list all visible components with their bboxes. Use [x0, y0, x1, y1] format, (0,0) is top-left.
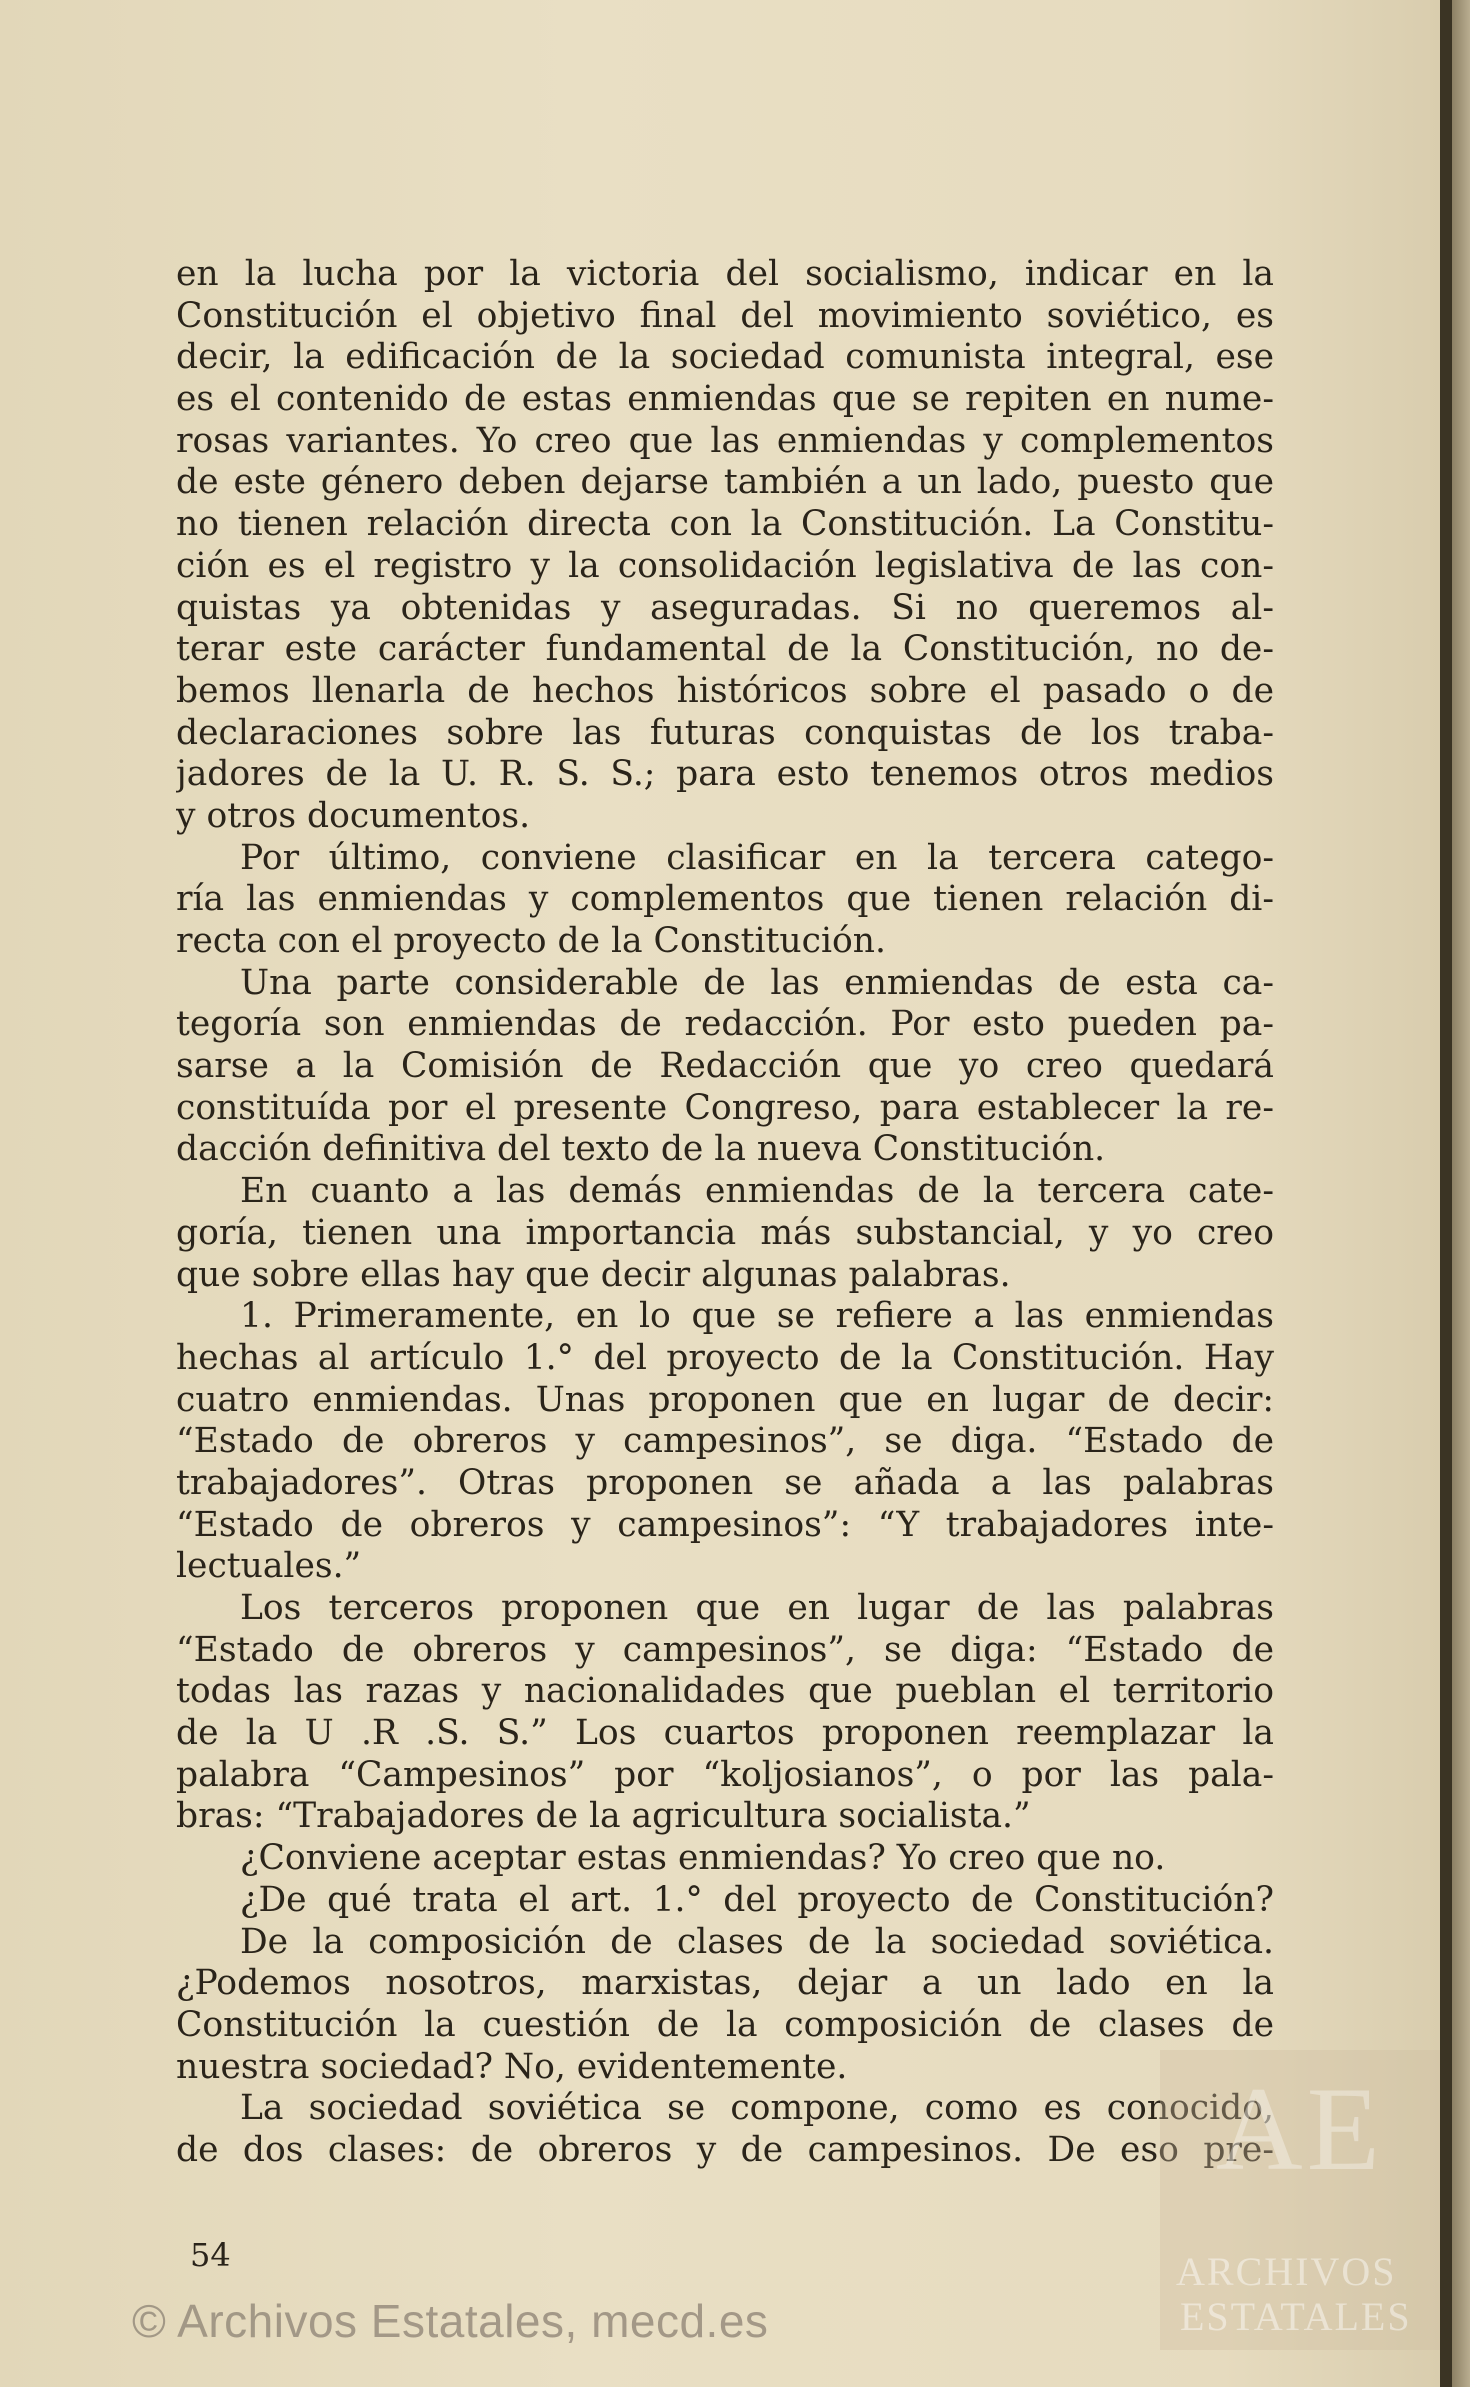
text-line: bras: “Trabajadores de la agricultura socialista.”	[176, 1796, 1031, 1837]
text-line: recta con el proyecto de la Constitución.	[176, 921, 886, 961]
body-text	[176, 254, 1274, 2172]
text-line: rosas variantes. Yo creo que las enmiendas y complementos	[176, 420, 1274, 461]
text-line: que sobre ellas hay que decir algunas palabras.	[176, 1254, 1011, 1295]
text-line: quistas ya obtenidas y aseguradas. Si no queremos al-	[176, 587, 1274, 628]
text-line: hechas al artículo 1.° del proyecto de la Constitución. Hay	[176, 1337, 1274, 1378]
text-line: goría, tienen una importancia más substancial, y yo creo	[176, 1212, 1274, 1253]
text-line: sarse a la Comisión de Redacción que yo creo quedará	[176, 1046, 1274, 1087]
text-line: Una parte considerable de las enmiendas de esta ca-	[240, 962, 1274, 1003]
text-line: “Estado de obreros y campesinos”, se diga: “Estado de	[176, 1629, 1274, 1670]
text-line: Constitución el objetivo final del movimiento soviético, es	[176, 295, 1274, 336]
text-line: de la U .R .S. S.” Los cuartos proponen reemplazar la	[176, 1713, 1274, 1754]
text-line: “Estado de obreros y campesinos”: “Y trabajadores inte-	[176, 1504, 1274, 1545]
text-line: Por último, conviene clasificar en la tercera catego-	[240, 837, 1274, 878]
page-edge	[1452, 0, 1470, 2387]
text-line: En cuanto a las demás enmiendas de la tercera cate-	[240, 1171, 1274, 1212]
text-line: jadores de la U. R. S. S.; para esto tenemos otros medios	[176, 754, 1274, 795]
archive-logo-text-line2: ESTATALES	[1180, 2294, 1412, 2339]
page-edge-shadow	[1440, 0, 1452, 2387]
text-line: lectuales.”	[176, 1546, 362, 1587]
text-line: bemos llenarla de hechos históricos sobre el pasado o de	[176, 670, 1274, 711]
text-line: 1. Primeramente, en lo que se refiere a las enmiendas	[240, 1296, 1274, 1337]
text-line: De la composición de clases de la sociedad soviética.	[240, 1921, 1274, 1962]
text-line: constituída por el presente Congreso, para establecer la re-	[176, 1087, 1274, 1128]
text-line: y otros documentos.	[176, 795, 531, 836]
page-number: 54	[190, 2236, 231, 2274]
text-line: trabajadores”. Otras proponen se añada a las palabras	[176, 1462, 1274, 1503]
text-line: nuestra sociedad? No, evidentemente.	[176, 2046, 848, 2087]
text-line: “Estado de obreros y campesinos”, se diga. “Estado de	[176, 1421, 1274, 1462]
text-line: declaraciones sobre las futuras conquistas de los traba-	[176, 712, 1274, 753]
text-line: dacción definitiva del texto de la nueva Constitución.	[176, 1129, 1106, 1170]
text-line: no tienen relación directa con la Constitución. La Constitu-	[176, 504, 1274, 545]
text-line: de dos clases: de obreros y de campesinos. De eso pre-	[176, 2129, 1274, 2170]
text-line: palabra “Campesinos” por “koljosianos”, o por las pala-	[176, 1754, 1274, 1795]
copyright-notice: © Archivos Estatales, mecd.es	[132, 2295, 769, 2347]
text-line: ¿Conviene aceptar estas enmiendas? Yo creo que no.	[240, 1838, 1166, 1879]
text-line: ¿De qué trata el art. 1.° del proyecto de Constitución?	[240, 1879, 1274, 1920]
text-line: decir, la edificación de la sociedad comunista integral, ese	[176, 337, 1274, 378]
text-line: La sociedad soviética se compone, como es conocido,	[240, 2088, 1274, 2129]
text-line: ción es el registro y la consolidación legislativa de las con-	[176, 545, 1274, 586]
text-line: cuatro enmiendas. Unas proponen que en lugar de decir:	[176, 1379, 1274, 1420]
text-line: terar este carácter fundamental de la Constitución, no de-	[176, 629, 1274, 670]
text-line: tegoría son enmiendas de redacción. Por esto pueden pa-	[176, 1004, 1274, 1045]
text-line: Constitución la cuestión de la composición de clases de	[176, 2004, 1274, 2045]
text-line: es el contenido de estas enmiendas que se repiten en nume-	[176, 379, 1274, 420]
archive-logo-text-line1: ARCHIVOS	[1176, 2249, 1397, 2294]
text-line: ría las enmiendas y complementos que tienen relación di-	[176, 879, 1274, 920]
archive-logo-mark: AE	[1216, 2062, 1384, 2195]
text-line: ¿Podemos nosotros, marxistas, dejar a un lado en la	[176, 1963, 1274, 2004]
text-line: Los terceros proponen que en lugar de las palabras	[240, 1588, 1274, 1628]
text-line: de este género deben dejarse también a un lado, puesto que	[176, 462, 1274, 503]
text-line: todas las razas y nacionalidades que pueblan el territorio	[176, 1671, 1274, 1712]
text-line: en la lucha por la victoria del socialismo, indicar en la	[176, 254, 1274, 294]
